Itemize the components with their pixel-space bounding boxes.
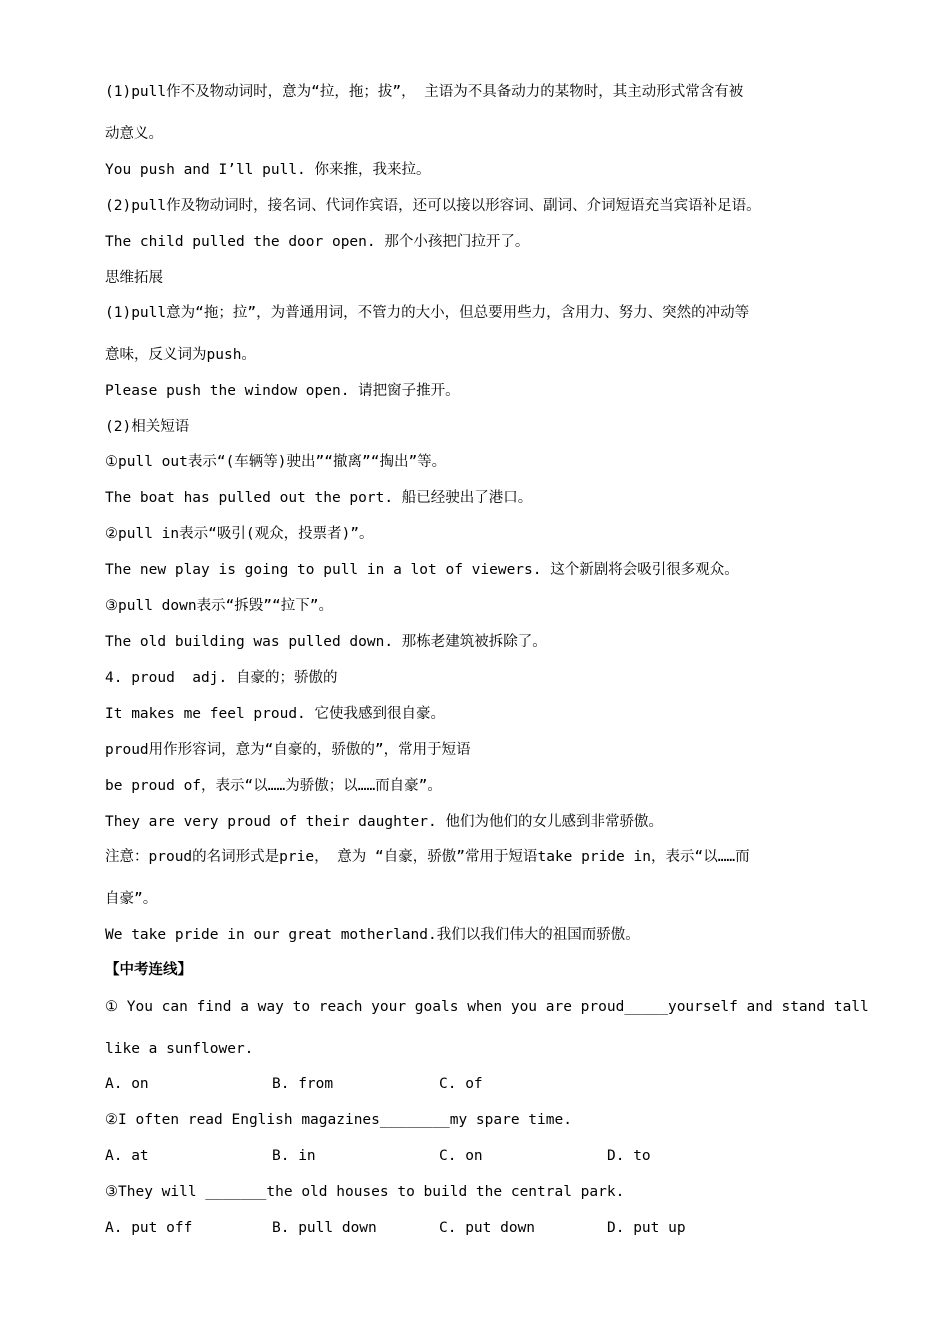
answer-options <box>105 1146 865 1166</box>
text-line: be proud of，表示“以……为骄傲；以……而自豪”。 <box>105 778 442 794</box>
option-a[interactable]: A. put off <box>105 1220 193 1236</box>
example-sentence: You push and I’ll pull. 你来推，我来拉。 <box>105 162 431 178</box>
option-c[interactable]: C. of <box>439 1076 483 1092</box>
text-line: (2)pull作及物动词时，接名词、代词作宾语，还可以接以形容词、副词、介词短语充当宾语补足语。 <box>105 198 761 214</box>
option-c[interactable]: C. put down <box>439 1220 536 1236</box>
subheading: 思维拓展 <box>105 270 163 286</box>
option-d[interactable]: D. put up <box>607 1220 686 1236</box>
option-c[interactable]: C. on <box>439 1148 483 1164</box>
option-a[interactable]: A. at <box>105 1148 149 1164</box>
note-line: 注意：proud的名词形式是prie， 意为 “自豪，骄傲”常用于短语take pride in，表示“以……而 <box>105 849 750 865</box>
answer-options <box>105 1074 865 1094</box>
option-d[interactable]: D. to <box>607 1148 651 1164</box>
option-b[interactable]: B. from <box>272 1076 334 1092</box>
vocab-entry: 4. proud adj. 自豪的；骄傲的 <box>105 670 338 686</box>
text-line: (1)pull意为“拖；拉”，为普通用词，不管力的大小，但总要用些力，含用力、努力、突然的冲动等 <box>105 305 750 321</box>
option-a[interactable]: A. on <box>105 1076 149 1092</box>
phrase-item: ③pull down表示“拆毁”“拉下”。 <box>105 598 333 614</box>
example-sentence: We take pride in our great motherland.我们以我们伟大的祖国而骄傲。 <box>105 927 640 943</box>
phrase-item: ①pull out表示“(车辆等)驶出”“撤离”“掏出”等。 <box>105 454 447 470</box>
example-sentence: The child pulled the door open. 那个小孩把门拉开了。 <box>105 234 530 250</box>
example-sentence: Please push the window open. 请把窗子推开。 <box>105 383 460 399</box>
text-line: 意味，反义词为push。 <box>105 347 256 363</box>
example-sentence: The boat has pulled out the port. 船已经驶出了港口。 <box>105 490 533 506</box>
example-sentence: The old building was pulled down. 那栋老建筑被拆除了。 <box>105 634 547 650</box>
example-sentence: They are very proud of their daughter. 他们为他们的女儿感到非常骄傲。 <box>105 814 663 830</box>
question-stem: ②I often read English magazines________my spare time. <box>105 1112 572 1128</box>
text-line: proud用作形容词，意为“自豪的，骄傲的”，常用于短语 <box>105 742 471 758</box>
question-stem: like a sunflower. <box>105 1041 254 1057</box>
answer-options <box>105 1218 865 1238</box>
text-line: 动意义。 <box>105 126 163 142</box>
note-line: 自豪”。 <box>105 891 158 907</box>
question-stem: ① You can find a way to reach your goals when you are proud_____yourself and stand tall <box>105 999 869 1015</box>
option-b[interactable]: B. in <box>272 1148 316 1164</box>
section-title: 【中考连线】 <box>105 962 192 978</box>
subheading: (2)相关短语 <box>105 419 190 435</box>
question-stem: ③They will _______the old houses to build the central park. <box>105 1184 625 1200</box>
phrase-item: ②pull in表示“吸引(观众，投票者)”。 <box>105 526 374 542</box>
example-sentence: It makes me feel proud. 它使我感到很自豪。 <box>105 706 446 722</box>
example-sentence: The new play is going to pull in a lot of viewers. 这个新剧将会吸引很多观众。 <box>105 562 739 578</box>
text-line: (1)pull作不及物动词时，意为“拉，拖；拔”， 主语为不具备动力的某物时，其主动形式常含有被 <box>105 84 744 100</box>
option-b[interactable]: B. pull down <box>272 1220 377 1236</box>
